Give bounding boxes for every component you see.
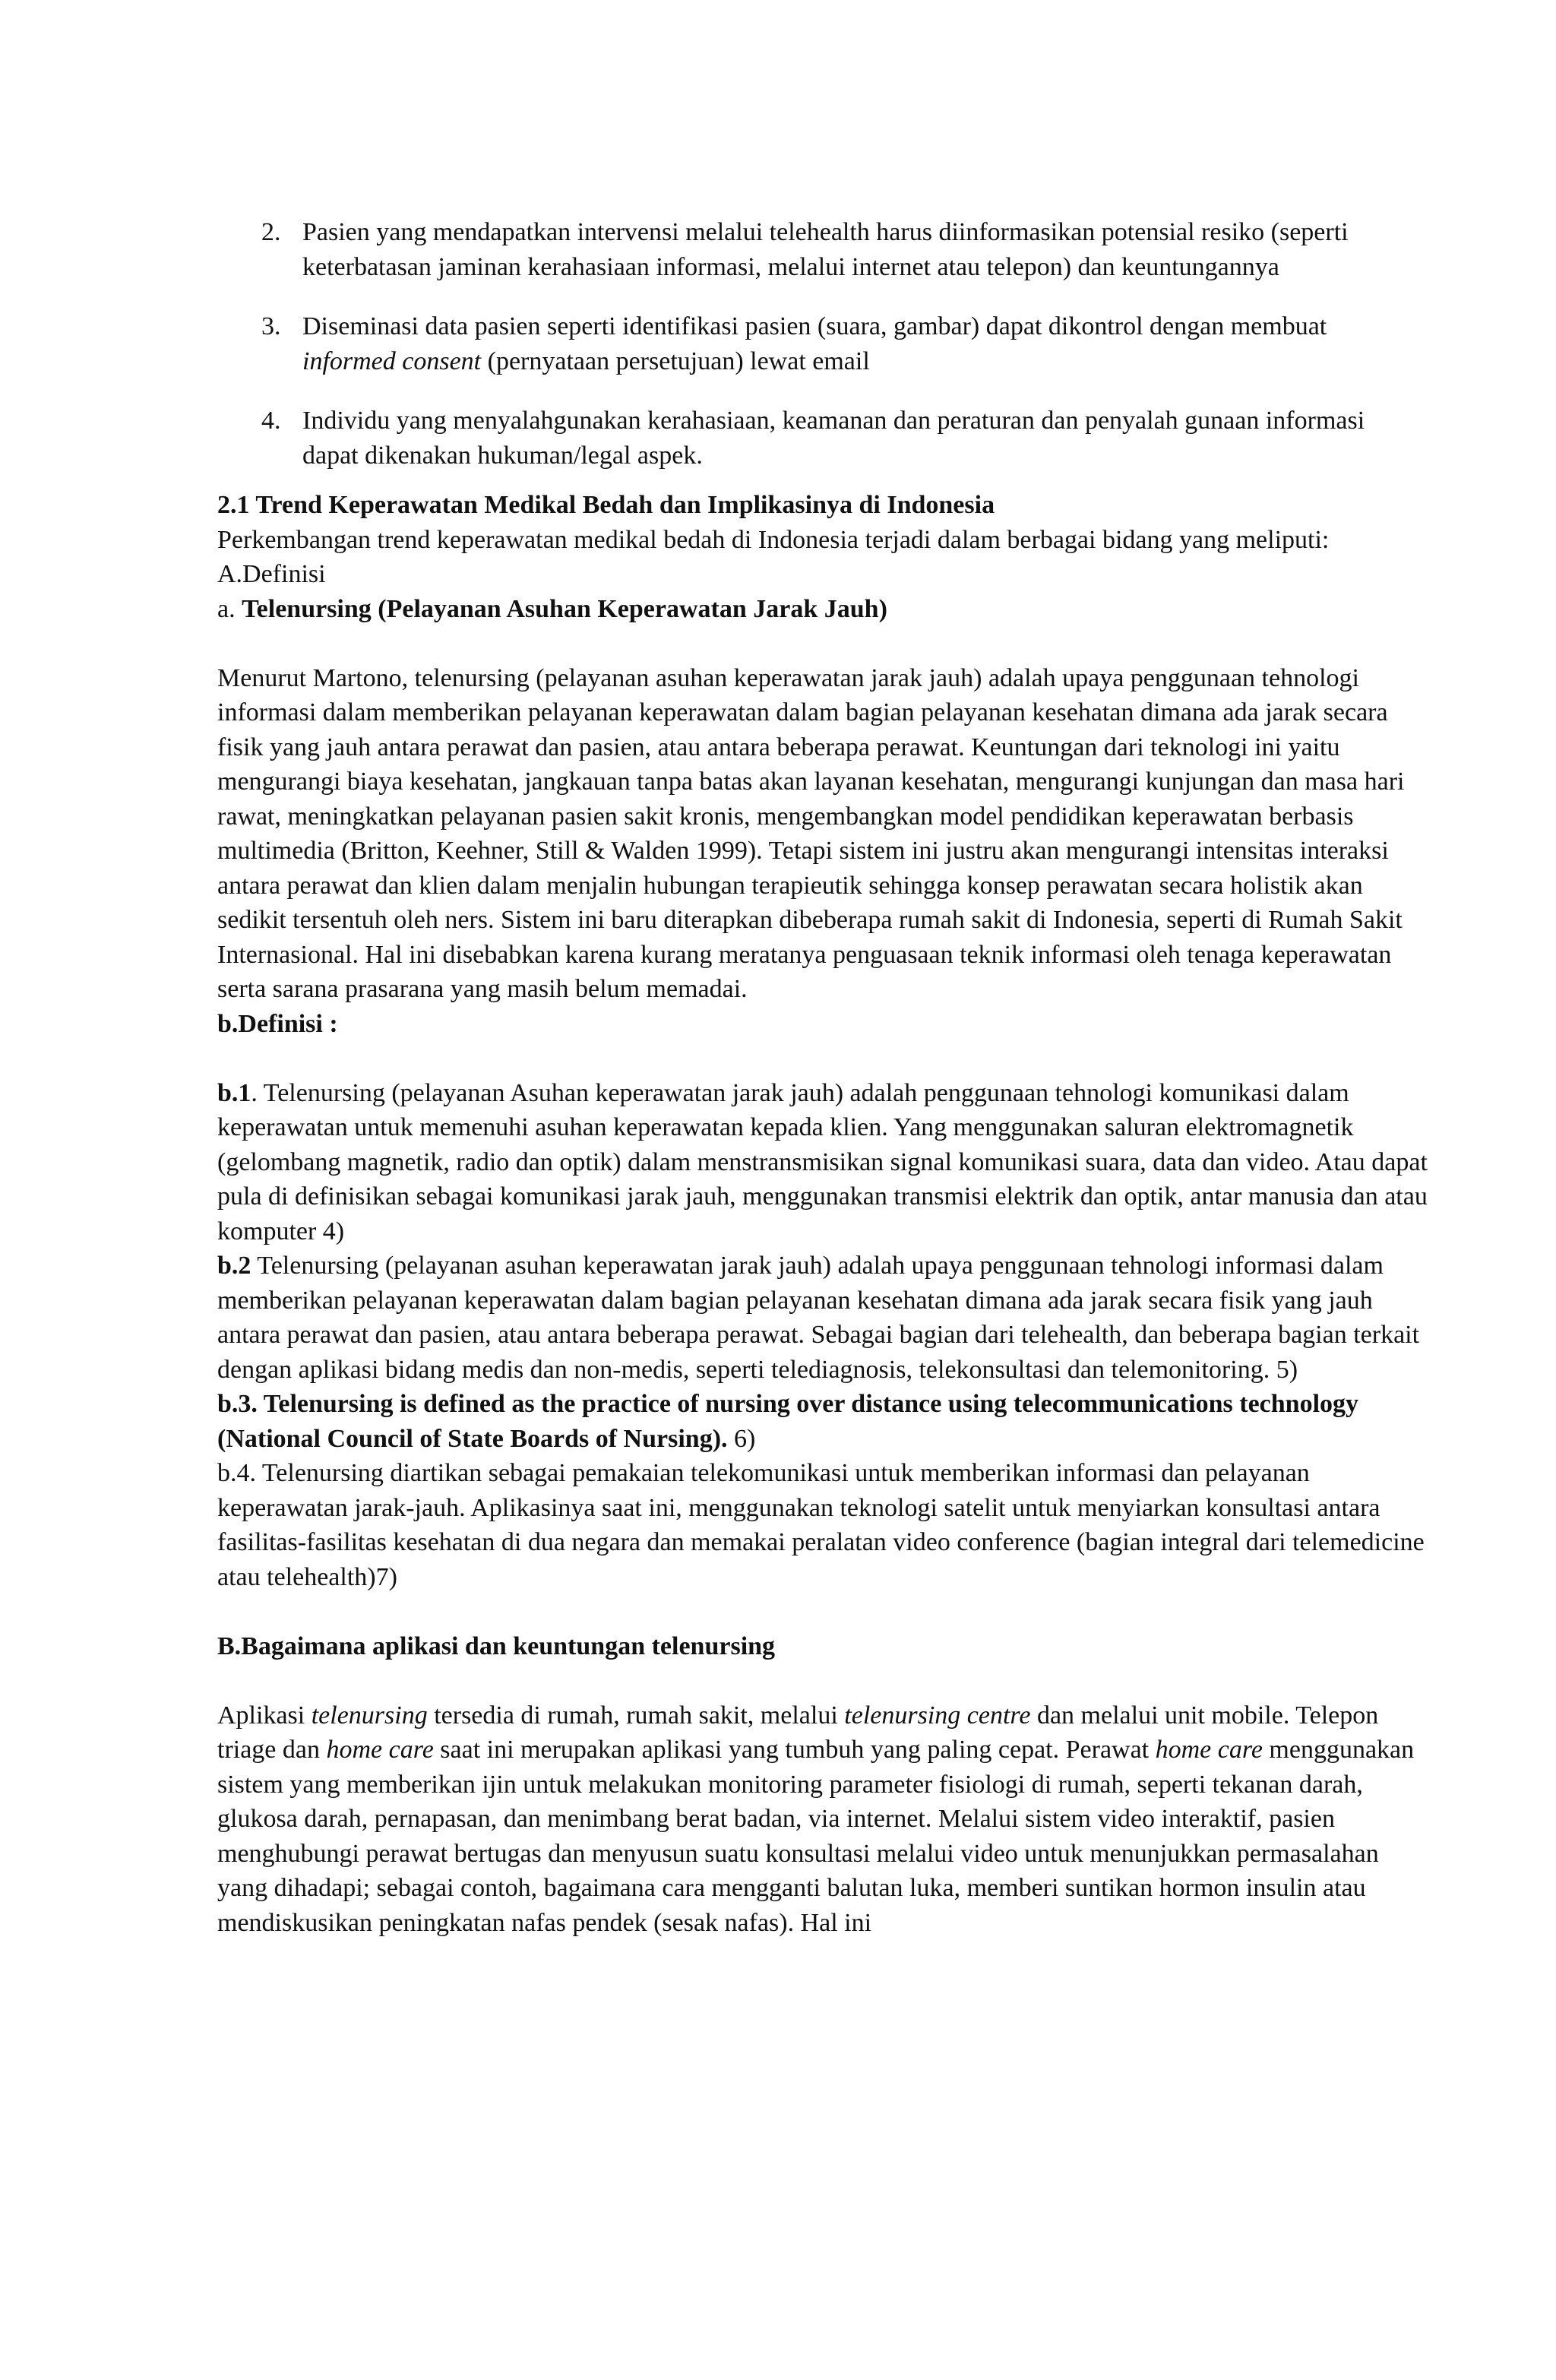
b1-text: . Telenursing (pelayanan Asuhan keperawatan jarak jauh) adalah penggunaan tehnologi komunikasi dalam keperawatan untuk memenuhi asuhan keperawatan kepada klien. Yang menggunakan saluran elektromagnetik (gelombang magnetik, radio dan optik) dalam menstransmisikan signal komunikasi suara, data dan video. Atau dapat pula di definisikan sebagai komunikasi jarak jauh, menggunakan transmisi elektrik dan optik, antar manusia dan atau komputer 4): [217, 1078, 1428, 1245]
list-item: [217, 215, 1433, 284]
italic-run: telenursing: [311, 1701, 428, 1730]
intro-paragraph: Perkembangan trend keperawatan medikal bedah di Indonesia terjadi dalam berbagai bidang yang meliputi:: [217, 525, 1330, 554]
text-run: menggunakan sistem yang memberikan ijin untuk melakukan monitoring parameter fisiologi di rumah, seperti tekanan darah, glukosa darah, pernapasan, dan menimbang berat badan, via internet. Melalui sistem video interaktif, pasien menghubungi perawat bertugas dan menyusun suatu konsultasi melalui video untuk menunjukkan permasalahan yang dihadapi; sebagai contoh, bagaimana cara mengganti balutan luka, memberi suntikan hormon insulin atau mendiskusikan peningkatan nafas pendek (sesak nafas). Hal ini: [217, 1736, 1415, 1937]
spacer: [217, 1663, 1433, 1698]
spacer: [217, 1041, 1433, 1076]
definisi-b-heading: b.Definisi :: [217, 1009, 338, 1038]
list-item: [217, 404, 1433, 473]
list-text: Individu yang menyalahgunakan kerahasiaan, keamanan dan peraturan dan penyalah gunaan informasi dapat dikenakan hukuman/legal aspek.: [302, 407, 1365, 470]
list-text: Pasien yang mendapatkan intervensi melalui telehealth harus diinformasikan potensial resiko (seperti keterbatasan jaminan kerahasiaan informasi, melalui internet atau telepon) dan keuntungannya: [302, 218, 1349, 281]
list-text-part: Diseminasi data pasien seperti identifikasi pasien (suara, gambar) dapat dikontrol dengan membuat: [302, 312, 1327, 340]
definition-b1: [217, 1076, 1433, 1249]
b1-label: b.1: [217, 1078, 251, 1107]
definition-b3: [217, 1387, 1433, 1456]
section-b-heading: B.Bagaimana aplikasi dan keuntungan telenursing: [217, 1632, 776, 1660]
b3-reference: 6): [727, 1424, 756, 1453]
section-heading: 2.1 Trend Keperawatan Medikal Bedah dan Implikasinya di Indonesia: [217, 491, 995, 519]
italic-run: home care: [1155, 1736, 1263, 1764]
spacer: [217, 626, 1433, 661]
text-run: tersedia di rumah, rumah sakit, melalui: [427, 1701, 845, 1730]
document-body: [217, 215, 1433, 1940]
aplikasi-paragraph: [217, 1698, 1433, 1941]
item-a-prefix: a.: [217, 594, 242, 623]
list-text-part: (pernyataan persetujuan) lewat email: [481, 347, 870, 375]
definition-b2: [217, 1249, 1433, 1387]
section-2-1: [217, 488, 1433, 1940]
text-run: dan melalui unit mobile. Telepon triage dan: [217, 1701, 1379, 1764]
list-number: 4.: [261, 407, 281, 435]
subheading-a: A.Definisi: [217, 560, 326, 588]
definition-b4: b.4. Telenursing diartikan sebagai pemakaian telekomunikasi untuk memberikan informasi dan pelayanan keperawatan jarak-jauh. Aplikasinya saat ini, menggunakan teknologi satelit untuk menyiarkan konsultasi antara fasilitas-fasilitas kesehatan di dua negara dan memakai peralatan video conference (bagian integral dari telemedicine atau telehealth)7): [217, 1459, 1425, 1591]
italic-run: telenursing centre: [844, 1701, 1031, 1730]
italic-run: home care: [326, 1736, 434, 1764]
text-run: saat ini merupakan aplikasi yang tumbuh yang paling cepat. Perawat: [433, 1736, 1156, 1764]
martono-paragraph: Menurut Martono, telenursing (pelayanan asuhan keperawatan jarak jauh) adalah upaya penggunaan tehnologi informasi dalam memberikan pelayanan keperawatan dalam bagian pelayanan kesehatan dimana ada jarak secara fisik yang jauh antara perawat dan pasien, atau antara beberapa perawat. Keuntungan dari teknologi ini yaitu mengurangi biaya kesehatan, jangkauan tanpa batas akan layanan kesehatan, mengurangi kunjungan dan masa hari rawat, meningkatkan pelayanan pasien sakit kronis, mengembangkan model pendidikan keperawatan berbasis multimedia (Britton, Keehner, Still & Walden 1999). Tetapi sistem ini justru akan mengurangi intensitas interaksi antara perawat dan klien dalam menjalin hubungan terapieutik sehingga konsep perawatan secara holistik akan sedikit tersentuh oleh ners. Sistem ini baru diterapkan dibeberapa rumah sakit di Indonesia, seperti di Rumah Sakit Internasional. Hal ini disebabkan karena kurang meratanya penguasaan teknik informasi oleh tenaga keperawatan serta sarana prasarana yang masih belum memadai.: [217, 663, 1405, 1003]
list-item: [217, 309, 1433, 378]
item-a-title: Telenursing (Pelayanan Asuhan Keperawatan Jarak Jauh): [242, 594, 887, 623]
list-text-italic: informed consent: [302, 347, 482, 375]
list-text: [302, 309, 1396, 378]
b2-label: b.2: [217, 1252, 251, 1280]
list-number: 2.: [261, 218, 281, 246]
b2-text: Telenursing (pelayanan asuhan keperawatan jarak jauh) adalah upaya penggunaan tehnologi informasi dalam memberikan pelayanan keperawatan dalam bagian pelayanan kesehatan dimana ada jarak secara fisik yang jauh antara perawat dan pasien, atau antara beberapa perawat. Sebagai bagian dari telehealth, dan beberapa bagian terkait dengan aplikasi bidang medis dan non-medis, seperti telediagnosis, telekonsultasi dan telemonitoring. 5): [217, 1252, 1420, 1384]
spacer: [217, 1594, 1433, 1629]
text-run: Aplikasi: [217, 1701, 312, 1730]
item-a-heading: [217, 592, 1433, 627]
list-number: 3.: [261, 312, 281, 340]
b3-text: b.3. Telenursing is defined as the practice of nursing over distance using telecommunications technology (National Council of State Boards of Nursing).: [217, 1390, 1359, 1453]
